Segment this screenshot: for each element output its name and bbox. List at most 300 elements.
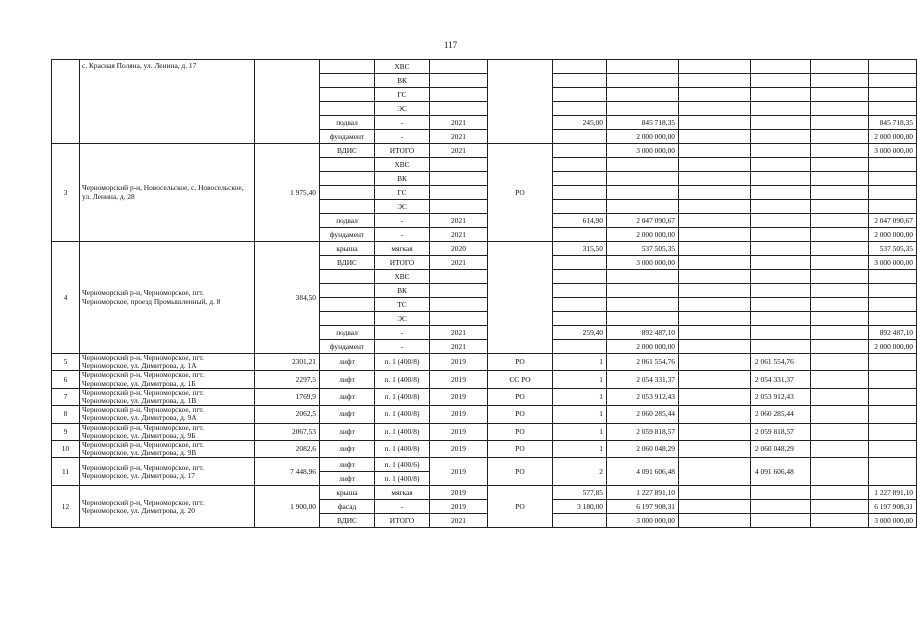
total-cost-cell xyxy=(607,172,679,186)
year-cell: 2021 xyxy=(430,514,488,528)
type-cell: ГС xyxy=(375,88,430,102)
type-cell: ЭС xyxy=(375,312,430,326)
year-cell xyxy=(430,186,488,200)
volume-cell xyxy=(553,340,607,354)
volume-cell: 315,50 xyxy=(553,242,607,256)
address-cell: Черноморский р-н, Черноморское, пгт. Черноморское, ул. Димитрова, д. 17 xyxy=(80,458,255,486)
cost-column-10-cell xyxy=(751,74,811,88)
type-cell: - xyxy=(375,214,430,228)
volume-cell: 2 xyxy=(553,458,607,486)
cost-column-11-cell xyxy=(811,298,869,312)
volume-cell xyxy=(553,74,607,88)
cost-column-10-cell xyxy=(751,158,811,172)
total-cost-cell: 4 091 606,48 xyxy=(607,458,679,486)
volume-cell xyxy=(553,312,607,326)
cost-column-10-cell xyxy=(751,102,811,116)
cost-column-10-cell xyxy=(751,228,811,242)
work-cell xyxy=(320,74,375,88)
work-cell xyxy=(320,186,375,200)
cost-column-11-cell xyxy=(811,270,869,284)
cost-column-10-cell xyxy=(751,312,811,326)
total-cost-cell: 2 053 912,43 xyxy=(607,388,679,405)
type-cell: ЭС xyxy=(375,102,430,116)
cost-column-11-cell xyxy=(811,500,869,514)
table-row xyxy=(52,371,917,388)
cost-column-9-cell xyxy=(679,406,751,423)
volume-cell xyxy=(553,270,607,284)
funding-cell: РО xyxy=(488,406,553,423)
cost-column-9-cell xyxy=(679,458,751,486)
cost-column-10-cell xyxy=(751,88,811,102)
area-cell: 1769,9 xyxy=(255,388,320,405)
year-cell xyxy=(430,172,488,186)
cost-column-9-cell xyxy=(679,60,751,74)
work-cell xyxy=(320,172,375,186)
funding-cell: СС РО xyxy=(488,371,553,388)
work-cell xyxy=(320,158,375,172)
cost-column-12-cell xyxy=(869,388,917,405)
total-cost-cell: 3 000 000,00 xyxy=(607,256,679,270)
total-cost-cell xyxy=(607,200,679,214)
work-cell: лифт xyxy=(320,354,375,371)
volume-cell xyxy=(553,88,607,102)
cost-column-9-cell xyxy=(679,200,751,214)
year-cell: 2021 xyxy=(430,256,488,270)
cost-column-12-cell xyxy=(869,298,917,312)
total-cost-cell: 1 227 891,10 xyxy=(607,486,679,500)
cost-column-11-cell xyxy=(811,423,869,440)
table-row xyxy=(52,406,917,423)
work-cell: фундамент xyxy=(320,340,375,354)
total-cost-cell: 2 060 285,44 xyxy=(607,406,679,423)
cost-column-9-cell xyxy=(679,441,751,458)
cost-column-12-cell xyxy=(869,284,917,298)
work-cell: лифт xyxy=(320,406,375,423)
cost-column-12-cell: 2 000 000,00 xyxy=(869,228,917,242)
total-cost-cell xyxy=(607,158,679,172)
year-cell xyxy=(430,88,488,102)
work-cell: фасад xyxy=(320,500,375,514)
address-cell: Черноморский р-н, Новосельское, с. Новосельское, ул. Ленина, д. 28 xyxy=(80,144,255,242)
type-cell: п. 1 (400/8) xyxy=(375,472,430,486)
volume-cell xyxy=(553,256,607,270)
type-cell: мягкая xyxy=(375,242,430,256)
work-cell xyxy=(320,102,375,116)
cost-column-9-cell xyxy=(679,214,751,228)
cost-column-12-cell xyxy=(869,102,917,116)
volume-cell xyxy=(553,284,607,298)
work-cell: фундамент xyxy=(320,130,375,144)
row-number-cell: 4 xyxy=(52,242,80,354)
year-cell: 2021 xyxy=(430,326,488,340)
table-row xyxy=(52,144,917,158)
total-cost-cell: 2 000 000,00 xyxy=(607,228,679,242)
area-cell xyxy=(255,60,320,144)
cost-column-12-cell xyxy=(869,270,917,284)
year-cell: 2019 xyxy=(430,441,488,458)
cost-column-9-cell xyxy=(679,340,751,354)
volume-cell: 1 xyxy=(553,388,607,405)
total-cost-cell xyxy=(607,298,679,312)
cost-column-10-cell xyxy=(751,242,811,256)
cost-column-10-cell: 2 060 285,44 xyxy=(751,406,811,423)
cost-column-11-cell xyxy=(811,130,869,144)
cost-column-12-cell: 1 227 891,10 xyxy=(869,486,917,500)
cost-column-11-cell xyxy=(811,514,869,528)
row-number-cell: 7 xyxy=(52,388,80,405)
type-cell: п. 1 (400/8) xyxy=(375,371,430,388)
type-cell: мягкая xyxy=(375,486,430,500)
type-cell: п. 1 (400/6) xyxy=(375,458,430,472)
type-cell: - xyxy=(375,116,430,130)
year-cell: 2021 xyxy=(430,214,488,228)
work-cell: ВДИС xyxy=(320,514,375,528)
funding-cell: РО xyxy=(488,441,553,458)
cost-column-11-cell xyxy=(811,326,869,340)
cost-column-9-cell xyxy=(679,298,751,312)
total-cost-cell: 2 061 554,76 xyxy=(607,354,679,371)
funding-cell: РО xyxy=(488,458,553,486)
cost-column-10-cell xyxy=(751,116,811,130)
cost-column-9-cell xyxy=(679,228,751,242)
total-cost-cell: 2 059 818,57 xyxy=(607,423,679,440)
area-cell: 1 975,40 xyxy=(255,144,320,242)
cost-column-12-cell: 3 000 000,00 xyxy=(869,256,917,270)
total-cost-cell: 845 718,35 xyxy=(607,116,679,130)
cost-column-11-cell xyxy=(811,74,869,88)
work-cell: лифт xyxy=(320,458,375,472)
volume-cell: 1 xyxy=(553,354,607,371)
area-cell: 2082,6 xyxy=(255,441,320,458)
table-body xyxy=(52,60,917,528)
type-cell: - xyxy=(375,326,430,340)
volume-cell: 245,00 xyxy=(553,116,607,130)
work-cell xyxy=(320,298,375,312)
cost-column-11-cell xyxy=(811,441,869,458)
row-number-cell: 10 xyxy=(52,441,80,458)
type-cell: - xyxy=(375,340,430,354)
type-cell: ЭС xyxy=(375,200,430,214)
total-cost-cell: 892 487,10 xyxy=(607,326,679,340)
year-cell: 2021 xyxy=(430,130,488,144)
cost-column-10-cell xyxy=(751,130,811,144)
year-cell: 2019 xyxy=(430,388,488,405)
cost-column-10-cell: 2 054 331,37 xyxy=(751,371,811,388)
work-cell: крыша xyxy=(320,242,375,256)
cost-column-11-cell xyxy=(811,60,869,74)
cost-column-12-cell: 3 000 000,00 xyxy=(869,514,917,528)
cost-column-12-cell: 2 000 000,00 xyxy=(869,130,917,144)
type-cell: ИТОГО xyxy=(375,144,430,158)
cost-column-10-cell: 2 053 912,43 xyxy=(751,388,811,405)
total-cost-cell: 2 047 090,67 xyxy=(607,214,679,228)
cost-column-12-cell: 845 718,35 xyxy=(869,116,917,130)
cost-column-12-cell xyxy=(869,200,917,214)
work-cell: подвал xyxy=(320,214,375,228)
type-cell: ИТОГО xyxy=(375,256,430,270)
cost-column-11-cell xyxy=(811,486,869,500)
table-row xyxy=(52,486,917,500)
total-cost-cell xyxy=(607,270,679,284)
cost-column-10-cell xyxy=(751,340,811,354)
year-cell: 2021 xyxy=(430,228,488,242)
cost-column-10-cell xyxy=(751,486,811,500)
total-cost-cell xyxy=(607,102,679,116)
cost-column-10-cell xyxy=(751,500,811,514)
volume-cell xyxy=(553,102,607,116)
year-cell: 2020 xyxy=(430,242,488,256)
address-cell: Черноморский р-н, Черноморское, пгт. Черноморское, ул. Димитрова, д. 9Б xyxy=(80,423,255,440)
type-cell: ТС xyxy=(375,298,430,312)
work-cell: лифт xyxy=(320,472,375,486)
cost-column-11-cell xyxy=(811,312,869,326)
volume-cell xyxy=(553,130,607,144)
total-cost-cell: 3 000 000,00 xyxy=(607,144,679,158)
type-cell: ХВС xyxy=(375,60,430,74)
type-cell: ХВС xyxy=(375,270,430,284)
year-cell: 2021 xyxy=(430,340,488,354)
address-cell: с. Красная Поляна, ул. Ленина, д. 17 xyxy=(80,60,255,144)
cost-column-10-cell: 4 091 606,48 xyxy=(751,458,811,486)
area-cell: 2297,5 xyxy=(255,371,320,388)
volume-cell xyxy=(553,172,607,186)
cost-column-11-cell xyxy=(811,354,869,371)
cost-column-9-cell xyxy=(679,88,751,102)
type-cell: п. 1 (400/8) xyxy=(375,441,430,458)
table-row xyxy=(52,458,917,472)
year-cell: 2019 xyxy=(430,423,488,440)
volume-cell: 1 xyxy=(553,406,607,423)
volume-cell: 1 xyxy=(553,423,607,440)
cost-column-12-cell xyxy=(869,441,917,458)
cost-column-10-cell: 2 061 554,76 xyxy=(751,354,811,371)
work-cell: лифт xyxy=(320,423,375,440)
address-cell: Черноморский р-н, Черноморское, пгт. Черноморское, ул. Димитрова, д. 9В xyxy=(80,441,255,458)
cost-column-11-cell xyxy=(811,186,869,200)
cost-column-9-cell xyxy=(679,326,751,340)
cost-column-11-cell xyxy=(811,242,869,256)
cost-column-9-cell xyxy=(679,486,751,500)
cost-column-12-cell xyxy=(869,423,917,440)
cost-column-12-cell xyxy=(869,158,917,172)
total-cost-cell: 2 060 048,29 xyxy=(607,441,679,458)
cost-column-9-cell xyxy=(679,116,751,130)
volume-cell: 259,40 xyxy=(553,326,607,340)
year-cell: 2019 xyxy=(430,371,488,388)
year-cell xyxy=(430,60,488,74)
cost-column-12-cell xyxy=(869,186,917,200)
area-cell: 2301,21 xyxy=(255,354,320,371)
cost-column-9-cell xyxy=(679,172,751,186)
cost-column-9-cell xyxy=(679,186,751,200)
cost-column-11-cell xyxy=(811,200,869,214)
cost-column-11-cell xyxy=(811,116,869,130)
cost-column-12-cell: 537 505,35 xyxy=(869,242,917,256)
cost-column-9-cell xyxy=(679,312,751,326)
cost-column-11-cell xyxy=(811,172,869,186)
funding-cell: РО xyxy=(488,388,553,405)
volume-cell xyxy=(553,228,607,242)
work-cell: подвал xyxy=(320,326,375,340)
work-cell xyxy=(320,270,375,284)
volume-cell: 577,85 xyxy=(553,486,607,500)
funding-cell xyxy=(488,60,553,144)
cost-column-11-cell xyxy=(811,284,869,298)
year-cell xyxy=(430,200,488,214)
table-row xyxy=(52,441,917,458)
cost-column-9-cell xyxy=(679,514,751,528)
area-cell: 1 900,00 xyxy=(255,486,320,528)
cost-column-10-cell xyxy=(751,172,811,186)
cost-column-12-cell xyxy=(869,172,917,186)
cost-column-9-cell xyxy=(679,102,751,116)
cost-column-12-cell xyxy=(869,354,917,371)
area-cell: 2067,53 xyxy=(255,423,320,440)
cost-column-11-cell xyxy=(811,102,869,116)
cost-column-11-cell xyxy=(811,214,869,228)
address-cell: Черноморский р-н, Черноморское, пгт. Черноморское, проезд Промышленный, д. 8 xyxy=(80,242,255,354)
cost-column-12-cell xyxy=(869,371,917,388)
row-number-cell: 9 xyxy=(52,423,80,440)
volume-cell: 1 xyxy=(553,371,607,388)
repair-program-table xyxy=(51,59,917,528)
type-cell: - xyxy=(375,130,430,144)
total-cost-cell xyxy=(607,74,679,88)
year-cell: 2021 xyxy=(430,116,488,130)
cost-column-11-cell xyxy=(811,406,869,423)
cost-column-10-cell xyxy=(751,214,811,228)
cost-column-9-cell xyxy=(679,242,751,256)
row-number-cell: 5 xyxy=(52,354,80,371)
year-cell: 2019 xyxy=(430,458,488,486)
work-cell: лифт xyxy=(320,388,375,405)
row-number-cell: 3 xyxy=(52,144,80,242)
type-cell: п. 1 (400/8) xyxy=(375,423,430,440)
cost-column-9-cell xyxy=(679,74,751,88)
cost-column-12-cell: 6 197 908,31 xyxy=(869,500,917,514)
cost-column-11-cell xyxy=(811,256,869,270)
cost-column-10-cell xyxy=(751,270,811,284)
cost-column-10-cell xyxy=(751,186,811,200)
cost-column-9-cell xyxy=(679,500,751,514)
work-cell xyxy=(320,60,375,74)
cost-column-11-cell xyxy=(811,158,869,172)
cost-column-11-cell xyxy=(811,388,869,405)
cost-column-10-cell: 2 059 818,57 xyxy=(751,423,811,440)
total-cost-cell: 2 054 331,37 xyxy=(607,371,679,388)
type-cell: ИТОГО xyxy=(375,514,430,528)
cost-column-9-cell xyxy=(679,388,751,405)
volume-cell: 3 180,00 xyxy=(553,500,607,514)
total-cost-cell: 6 197 908,31 xyxy=(607,500,679,514)
type-cell: ГС xyxy=(375,186,430,200)
year-cell xyxy=(430,298,488,312)
year-cell xyxy=(430,158,488,172)
total-cost-cell xyxy=(607,186,679,200)
cost-column-12-cell xyxy=(869,458,917,486)
area-cell: 7 448,96 xyxy=(255,458,320,486)
cost-column-11-cell xyxy=(811,228,869,242)
volume-cell xyxy=(553,298,607,312)
cost-column-11-cell xyxy=(811,88,869,102)
cost-column-11-cell xyxy=(811,144,869,158)
year-cell xyxy=(430,284,488,298)
type-cell: п. 1 (400/8) xyxy=(375,388,430,405)
cost-column-10-cell xyxy=(751,514,811,528)
address-cell: Черноморский р-н, Черноморское, пгт. Черноморское, ул. Димитрова, д. 1В xyxy=(80,388,255,405)
cost-column-11-cell xyxy=(811,458,869,486)
cost-column-12-cell: 2 000 000,00 xyxy=(869,340,917,354)
cost-column-9-cell xyxy=(679,144,751,158)
row-number-cell: 11 xyxy=(52,458,80,486)
work-cell xyxy=(320,284,375,298)
year-cell: 2021 xyxy=(430,144,488,158)
cost-column-9-cell xyxy=(679,423,751,440)
funding-cell: РО xyxy=(488,144,553,242)
work-cell: подвал xyxy=(320,116,375,130)
address-cell: Черноморский р-н, Черноморское, пгт. Черноморское, ул. Димитрова, д. 9А xyxy=(80,406,255,423)
table-row xyxy=(52,60,917,74)
cost-column-12-cell: 3 000 000,00 xyxy=(869,144,917,158)
cost-column-9-cell xyxy=(679,354,751,371)
funding-cell: РО xyxy=(488,486,553,528)
work-cell: ВДИС xyxy=(320,256,375,270)
volume-cell xyxy=(553,144,607,158)
address-cell: Черноморский р-н, Черноморское, пгт. Черноморское, ул. Димитрова, д. 1А xyxy=(80,354,255,371)
cost-column-12-cell: 892 487,10 xyxy=(869,326,917,340)
year-cell xyxy=(430,270,488,284)
table-row xyxy=(52,354,917,371)
volume-cell xyxy=(553,514,607,528)
type-cell: - xyxy=(375,228,430,242)
work-cell: лифт xyxy=(320,441,375,458)
type-cell: ВК xyxy=(375,74,430,88)
total-cost-cell: 3 000 000,00 xyxy=(607,514,679,528)
cost-column-12-cell xyxy=(869,88,917,102)
cost-column-9-cell xyxy=(679,371,751,388)
cost-column-9-cell xyxy=(679,256,751,270)
cost-column-11-cell xyxy=(811,340,869,354)
table-row xyxy=(52,423,917,440)
cost-column-12-cell: 2 047 090,67 xyxy=(869,214,917,228)
row-number-cell: 12 xyxy=(52,486,80,528)
funding-cell: РО xyxy=(488,354,553,371)
work-cell: крыша xyxy=(320,486,375,500)
cost-column-11-cell xyxy=(811,371,869,388)
cost-column-10-cell xyxy=(751,284,811,298)
cost-column-10-cell xyxy=(751,298,811,312)
address-cell: Черноморский р-н, Черноморское, пгт. Черноморское, ул. Димитрова, д. 20 xyxy=(80,486,255,528)
work-cell xyxy=(320,200,375,214)
volume-cell: 614,90 xyxy=(553,214,607,228)
cost-column-12-cell xyxy=(869,74,917,88)
area-cell: 384,50 xyxy=(255,242,320,354)
work-cell: лифт xyxy=(320,371,375,388)
cost-column-12-cell xyxy=(869,60,917,74)
type-cell: ВК xyxy=(375,284,430,298)
year-cell xyxy=(430,102,488,116)
total-cost-cell: 537 505,35 xyxy=(607,242,679,256)
type-cell: п. 1 (400/8) xyxy=(375,354,430,371)
year-cell: 2019 xyxy=(430,486,488,500)
work-cell: фундамент xyxy=(320,228,375,242)
cost-column-12-cell xyxy=(869,312,917,326)
cost-column-9-cell xyxy=(679,270,751,284)
year-cell: 2019 xyxy=(430,500,488,514)
work-cell: ВДИС xyxy=(320,144,375,158)
funding-cell xyxy=(488,242,553,354)
year-cell: 2019 xyxy=(430,406,488,423)
